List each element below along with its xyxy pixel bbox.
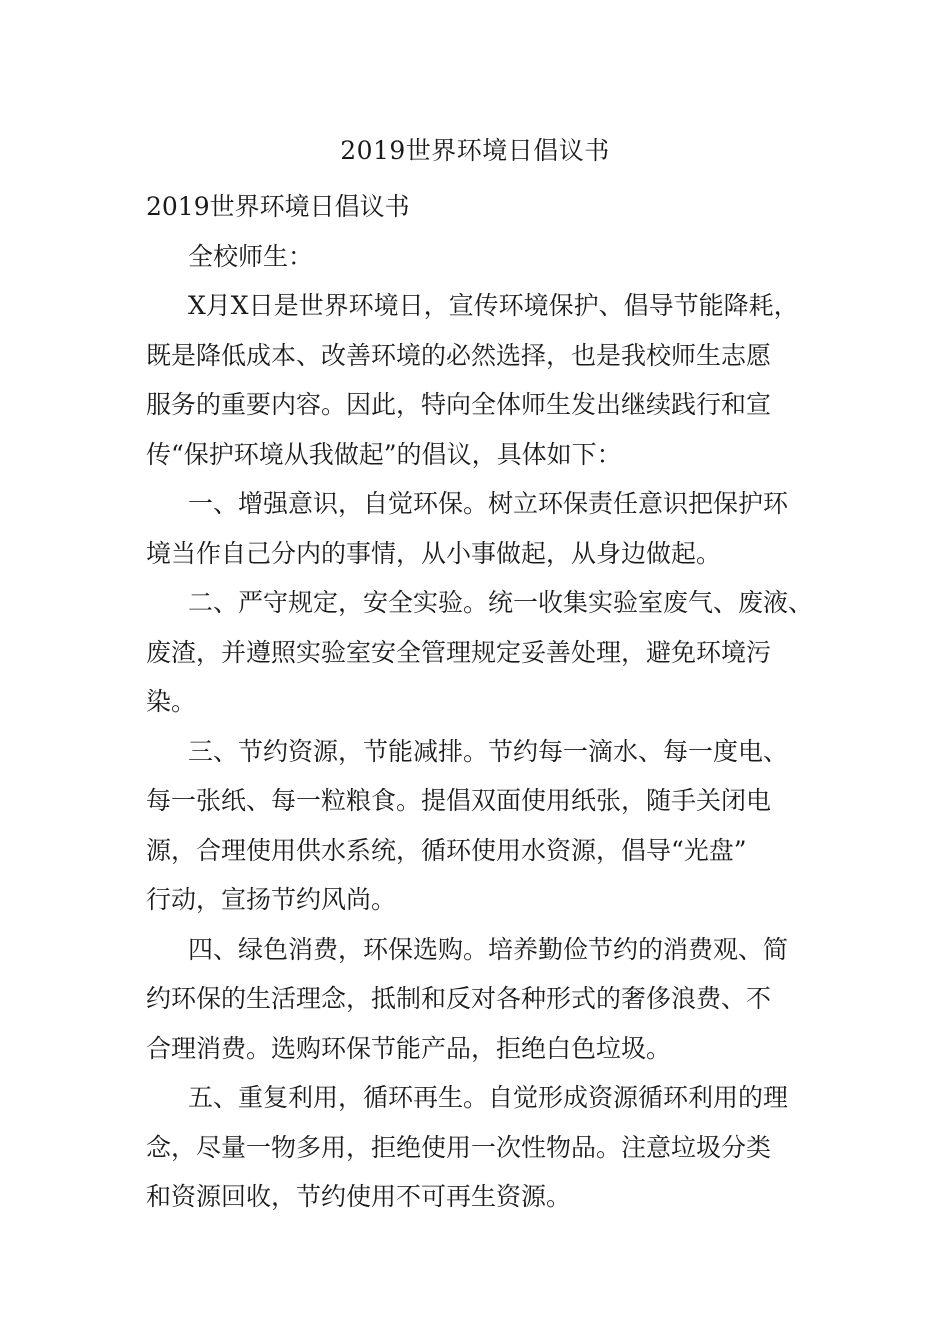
text-line: 和资源回收，节约使用不可再生资源。	[146, 1182, 572, 1211]
text-line: 源，合理使用供水系统，循环使用水资源，倡导“光盘”	[146, 835, 747, 865]
text-line: 每一张纸、每一粒粮食。提倡双面使用纸张，随手关闭电	[146, 786, 772, 815]
text-line: 全校师生：	[188, 241, 314, 271]
text-line: 2019世界环境日倡议书	[146, 192, 410, 221]
text-line: X月X日是世界环境日，宣传环境保护、倡导节能降耗，	[188, 291, 799, 320]
text-line: 废渣，并遵照实验室安全管理规定妥善处理，避免环境污	[146, 637, 772, 667]
text-line: 染。	[146, 687, 197, 716]
text-line: 二、严守规定，安全实验。统一收集实验室废气、废液、	[188, 588, 814, 617]
text-line: 约环保的生活理念，抵制和反对各种形式的奢侈浪费、不	[146, 984, 772, 1013]
document-body	[146, 182, 816, 1222]
text-line: 五、重复利用，循环再生。自觉形成资源循环利用的理	[188, 1083, 789, 1112]
text-line: 传“保护环境从我做起”的倡议，具体如下：	[146, 439, 622, 469]
document-title: 2019世界环境日倡议书	[340, 136, 610, 165]
text-line: 境当作自己分内的事情，从小事做起，从身边做起。	[146, 538, 722, 568]
text-line: 服务的重要内容。因此，特向全体师生发出继续践行和宣	[146, 390, 772, 419]
text-line: 念，尽量一物多用，拒绝使用一次性物品。注意垃圾分类	[146, 1132, 772, 1162]
text-line: 四、绿色消费，环保选购。培养勤俭节约的消费观、简	[188, 934, 789, 964]
text-line: 一、增强意识，自觉环保。树立环保责任意识把保护环	[188, 489, 789, 518]
text-line: 行动，宣扬节约风尚。	[146, 885, 397, 914]
text-line: 既是降低成本、改善环境的必然选择，也是我校师生志愿	[146, 340, 772, 370]
text-line: 三、节约资源，节能减排。节约每一滴水、每一度电、	[188, 736, 789, 766]
text-line: 合理消费。选购环保节能产品，拒绝白色垃圾。	[146, 1033, 672, 1063]
